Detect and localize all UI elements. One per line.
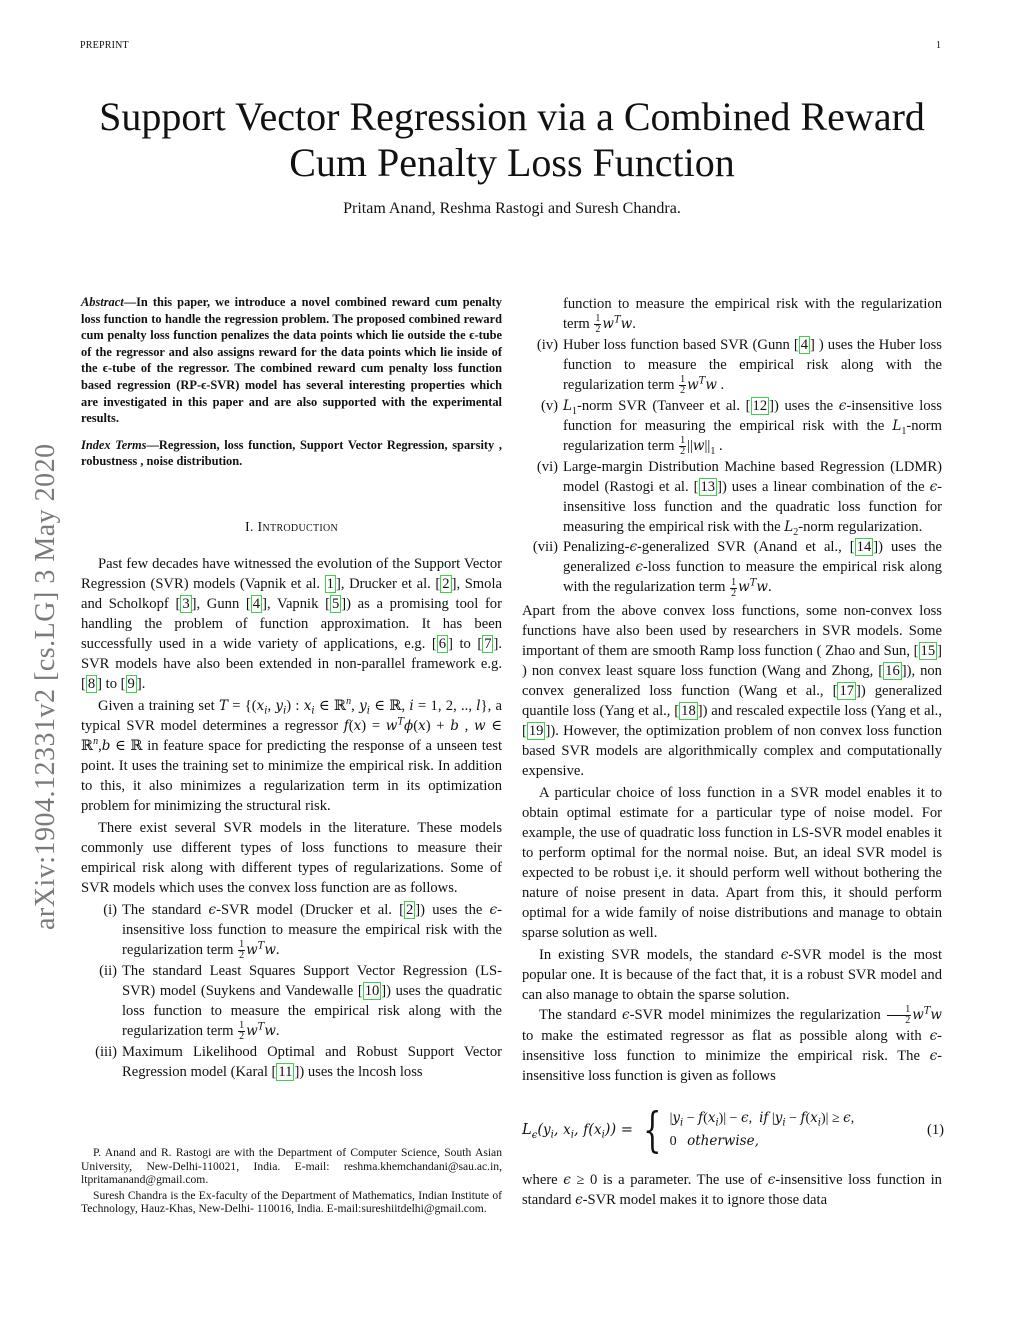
title-line-1: Support Vector Regression via a Combined Reward xyxy=(99,94,925,139)
list-item-iii-continued: function to measure the empirical risk with the regularization term $\frac{1}{2}$ $w^Tw$. xyxy=(563,296,942,336)
index-terms-label: Index Terms xyxy=(81,437,147,452)
paragraph-existing: In existing SVR models, the standard ϵ-SVR model is the most popular one. It is because of the fact that, it is a robust SVR model and can also manage to obtain the sparse solution. xyxy=(522,946,942,1003)
running-header: PREPRINT xyxy=(80,40,129,51)
equation-body: $L_\epsilon(y_i$, $x_i$, $f(x_i)$) = { $|y_i - f(x_i)| - \epsilon$, if $|y_i - f(x_i)| \ge \epsilon$, 0 otherwise, xyxy=(522,1101,855,1158)
citation-4[interactable]: 4 xyxy=(252,595,261,612)
paragraph-standard: The standard ϵ-SVR model minimizes the regularization $\frac{1}{2}$ $w^Tw$ to make the estimated regressor as flat as possible along with ϵ-insensitive loss function to minimize the empirical risk. The ϵ-insensitive loss function is given as follows xyxy=(522,1003,942,1084)
citation-18[interactable]: 18 xyxy=(681,702,696,719)
citation-9[interactable]: 9 xyxy=(127,675,135,692)
index-terms xyxy=(81,437,502,470)
abstract-text: —In this paper, we introduce a novel combined reward cum penalty loss function to handle the regression problem. The proposed combined reward cum penalty loss function penalizes the data points which lie outside the ϵ-tube of the regressor and also assigns reward for the data points which lie inside of the ϵ-tube of the regressor. The combined reward cum penalty loss function based regression (RP-ϵ-SVR) model has several interesting properties which are investigated in this paper and are also supported with the experimental results. xyxy=(81,295,502,426)
citation-8[interactable]: 8 xyxy=(87,675,96,692)
citation-13[interactable]: 13 xyxy=(700,479,716,496)
equation-cases: $|y_i - f(x_i)| - \epsilon$, if $|y_i - f(x_i)| \ge \epsilon$, 0 otherwise, xyxy=(669,1109,855,1149)
citation-2[interactable]: 2 xyxy=(442,575,450,592)
citation-5[interactable]: 5 xyxy=(331,595,340,612)
citation-15[interactable]: 15 xyxy=(920,642,936,659)
list-item-i: (i) The standard ϵ-SVR model (Drucker et al. [ 2 ]) uses the ϵ-insensitive loss function to measure the empirical risk with the regularization term $\frac{1}{2}$ $w^Tw$. xyxy=(103,901,502,962)
index-terms-text: —Regression, loss function, Support Vector Regression, sparsity , robustness , noise distribution. xyxy=(81,437,502,469)
left-column xyxy=(81,294,502,1082)
right-column xyxy=(522,294,942,1210)
author-list: Pritam Anand, Reshma Rastogi and Suresh Chandra. xyxy=(343,200,681,217)
citation-10[interactable]: 10 xyxy=(364,983,380,1000)
citation-17[interactable]: 17 xyxy=(839,682,855,699)
citation-19[interactable]: 19 xyxy=(528,722,544,739)
section-number: I. xyxy=(244,519,254,535)
citation-6[interactable]: 6 xyxy=(438,635,447,652)
list-item-iii: (iii) Maximum Likelihood Optimal and Robust Support Vector Regression model (Karal [ 11 ]) uses the lncosh loss xyxy=(95,1044,502,1081)
intro-paragraph-2: Given a training set $T = \{(x_i$, $y_i$) : $x_i$ ∈ ℝ$^n$, $y_i$ ∈ ℝ, i = 1, 2, .., l}, a typical SVR model determines a regressor $f(x) = w^T\phi(x) + b$ , w ∈ ℝ$^n$,b ∈ ℝ in feature space for predicting the response of a unseen test point. It uses the training set to minimize the empirical risk. In addition to this, it also minimizes a regularization term in its optimization problem for minimizing the structural risk. xyxy=(81,696,503,814)
case-brace: { xyxy=(643,1101,662,1158)
paragraph-nonconvex: Apart from the above convex loss functions, some non-convex loss functions have also been used by researchers in SVR models. Some important of them are smooth Ramp loss function ( Zhao and Sun, [ 15 ] ) non convex least square loss function (Wang and Zhong, [ 16 ]), non convex generalized loss function (Wang et al., [ 17 ]) generalized quantile loss (Yang et al., [ 18 ]) and rescaled expectile loss (Yang et al., [ 19 ]). However, the optimization problem of non convex loss function based SVR models are algorithmically complex and computationally expensive. xyxy=(522,602,942,779)
citation-4[interactable]: 4 xyxy=(800,337,809,354)
abstract xyxy=(81,294,502,427)
citation-14[interactable]: 14 xyxy=(856,539,872,556)
list-item-v: (v) $L_1$-norm SVR (Tanveer et al. [ 12 ]) uses the ϵ-insensitive loss function for measuring the empirical risk with the $L_1$-norm regularization term $\frac{1}{2}$ $||w||_1$ . xyxy=(540,398,942,458)
citation-2[interactable]: 2 xyxy=(406,901,414,918)
citation-16[interactable]: 16 xyxy=(885,662,900,679)
title-line-2: Cum Penalty Loss Function xyxy=(289,140,735,185)
page-number: 1 xyxy=(936,40,942,51)
intro-paragraph-1: Past few decades have witnessed the evolution of the Support Vector Regression (SVR) models (Vapnik et al. 1 ], Drucker et al. [ 2 ], Smola and Scholkopf [ 3 ], Gunn [ 4 ], Vapnik [ 5 ]) as a promising tool for handling the problem of function approximation. It has been successfully used in a wide variety of applications, e.g. [ 6 ] to [ 7 ]. SVR models have also been extended in non-parallel framework e.g. [ 8 ] to [ 9 ]. xyxy=(81,555,502,692)
citation-3[interactable]: 3 xyxy=(182,595,190,612)
list-item-ii: (ii) The standard Least Squares Support Vector Regression (LS-SVR) model (Suykens and Vandewalle [ 10 ]) uses the quadratic loss function to measure the empirical risk along with the regularization term $\frac{1}{2}$ $w^Tw$. xyxy=(99,963,502,1043)
section-heading-introduction xyxy=(81,518,502,538)
footnote-affiliation-2: Suresh Chandra is the Ex-faculty of the Department of Mathematics, Indian Institute of Technology, Hauz-Khas, New-Delhi- 110016, India. E-mail:sureshiitdelhi@gmail.com. xyxy=(81,1188,502,1215)
list-item-vi: (vi) Large-margin Distribution Machine based Regression (LDMR) model (Rastogi et al. [ 13 ]) uses a linear combination of the ϵ-insensitive loss function and the quadratic loss function for measuring the empirical risk with the $L_2$-norm regularization. xyxy=(536,459,942,539)
intro-paragraph-3: There exist several SVR models in the literature. These models commonly use different types of loss functions to measure their empirical risk along with different types of regularizations. Some of SVR models which uses the convex loss function are as follows. xyxy=(81,819,502,896)
paragraph-noise: A particular choice of loss function in a SVR model enables it to obtain optimal estimate for a particular type of noise model. For example, the use of quadratic loss function in LS-SVR model enables it to perform optimal for the normal noise. But, an ideal SVR model is expected to be robust i,e. it should perform well without bothering the nature of noise present in data. Apart from this, it should perform optimal for a wide family of noise distributions and manage to obtain sparse solution as well. xyxy=(522,784,942,941)
arxiv-stamp: arXiv:1904.12331v2 [cs.LG] 3 May 2020 xyxy=(30,443,61,930)
citation-12[interactable]: 12 xyxy=(752,398,768,415)
citation-1[interactable]: 1 xyxy=(326,575,334,592)
equation-number: (1) xyxy=(926,1121,944,1138)
list-item-iv: (iv) Huber loss function based SVR (Gunn [ 4 ] ) uses the Huber loss function to measure the empirical risk along with the regularization term $\frac{1}{2}$ $w^Tw$ . xyxy=(536,337,942,397)
footnotes xyxy=(81,1146,502,1218)
citation-11[interactable]: 11 xyxy=(278,1064,293,1081)
list-item-vii: (vii) Penalizing-ϵ-generalized SVR (Anand et al., [ 14 ]) uses the generalized ϵ-loss function to measure the empirical risk along with the regularization term $\frac{1}{2}$ $w^Tw$. xyxy=(532,539,942,599)
paper-title xyxy=(40,94,984,186)
citation-7[interactable]: 7 xyxy=(484,635,492,652)
section-title: Introduction xyxy=(257,519,339,535)
abstract-label: Abstract xyxy=(81,295,124,309)
equation-1 xyxy=(522,1100,942,1160)
paragraph-where: where ϵ ≥ 0 is a parameter. The use of ϵ-insensitive loss function in standard ϵ-SVR model makes it to ignore those data xyxy=(522,1171,942,1208)
footnote-affiliation-1: P. Anand and R. Rastogi are with the Department of Computer Science, South Asian University, New-Delhi-110021, India. E-mail: reshma.khemchandani@sau.ac.in, ltpritamanand@gmail.com. xyxy=(81,1146,502,1186)
